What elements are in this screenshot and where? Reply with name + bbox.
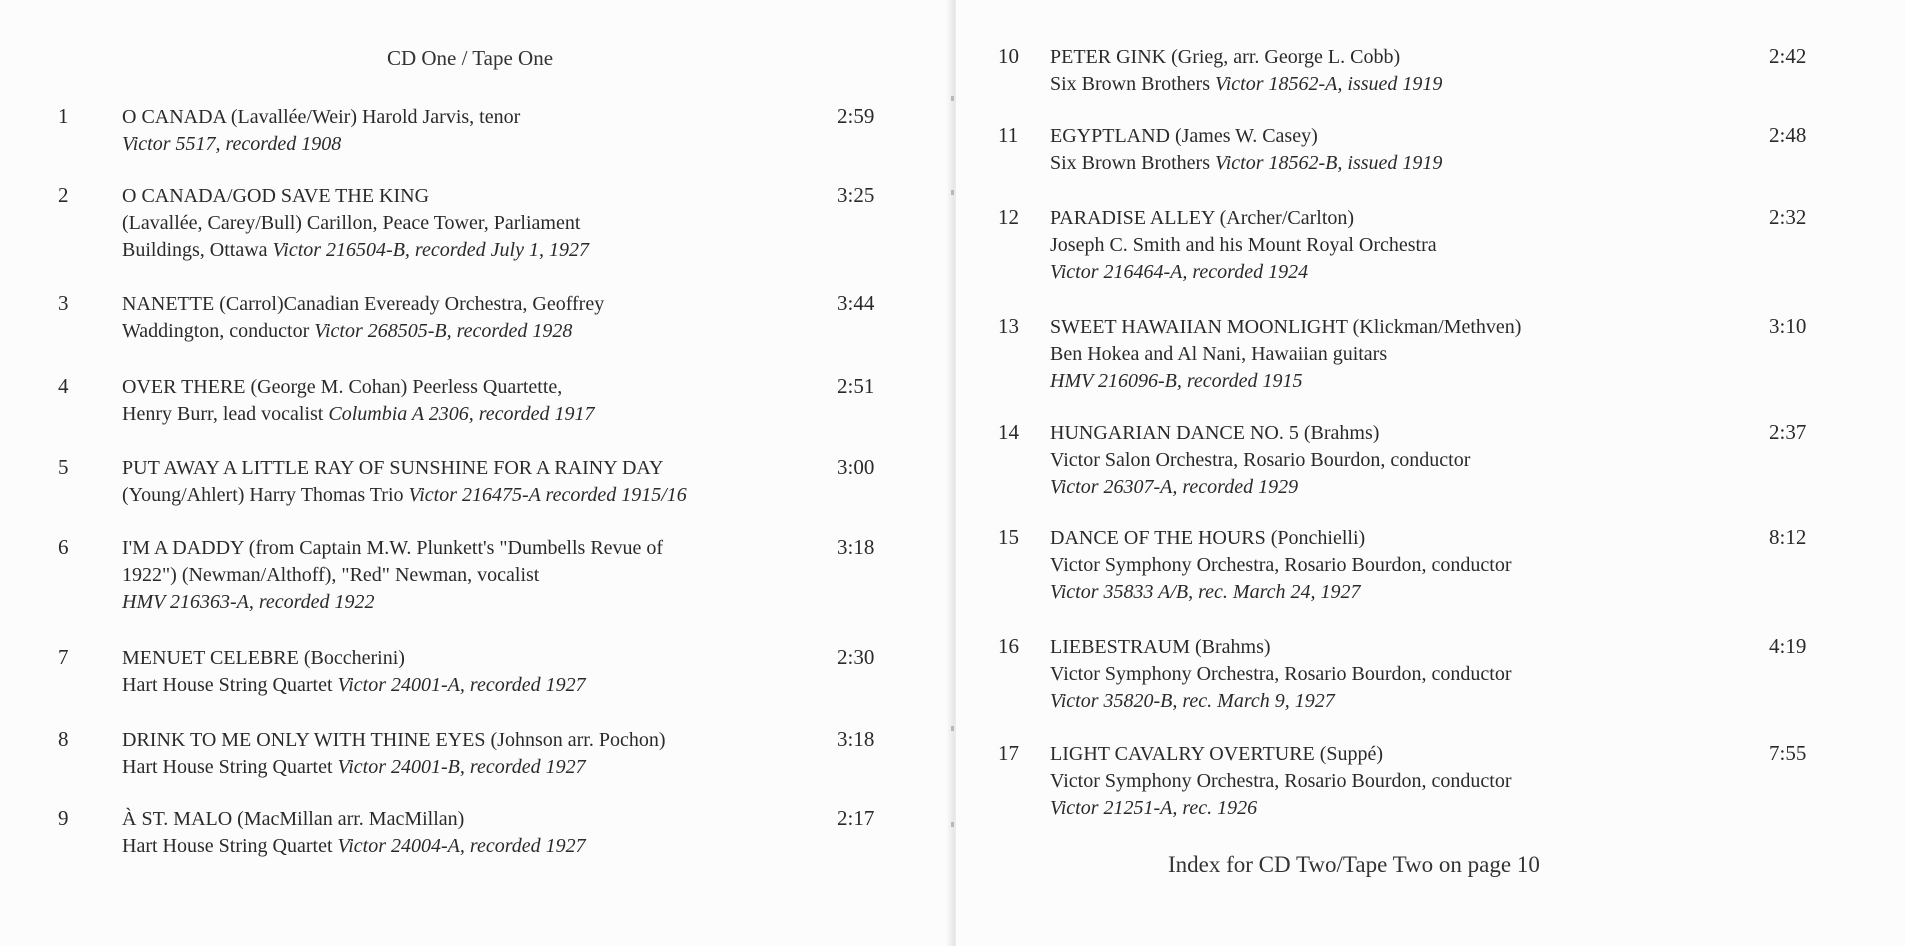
track-number: 4 xyxy=(58,374,69,398)
track-line xyxy=(122,672,812,699)
track-text: EGYPTLAND (James W. Casey) xyxy=(1050,125,1318,147)
track-duration: 3:10 xyxy=(1769,314,1807,338)
recording-info: Victor 35820-B, rec. March 9, 1927 xyxy=(1050,690,1335,712)
fold-mark xyxy=(951,822,954,827)
track-text: DRINK TO ME ONLY WITH THINE EYES (Johnson arr. Pochon) xyxy=(122,729,666,751)
track-number: 14 xyxy=(998,420,1019,444)
track-details xyxy=(122,104,812,158)
track-text: Six Brown Brothers xyxy=(1050,152,1215,174)
track-duration: 2:42 xyxy=(1769,44,1807,68)
recording-info: Victor 35833 A/B, rec. March 24, 1927 xyxy=(1050,581,1361,603)
track-line xyxy=(122,318,812,345)
track-line xyxy=(1050,71,1650,98)
track-text: HUNGARIAN DANCE NO. 5 (Brahms) xyxy=(1050,422,1380,444)
track-line xyxy=(122,183,812,210)
track-line xyxy=(1050,123,1650,150)
track-duration: 3:25 xyxy=(837,183,875,207)
track-details xyxy=(122,645,812,699)
track-number: 2 xyxy=(58,183,69,207)
track-text: Victor Salon Orchestra, Rosario Bourdon, conductor xyxy=(1050,449,1471,471)
track-line xyxy=(1050,795,1650,822)
track-line xyxy=(1050,579,1650,606)
track-text: À ST. MALO (MacMillan arr. MacMillan) xyxy=(122,808,465,830)
track-details xyxy=(1050,634,1650,715)
track-line xyxy=(1050,368,1650,395)
track-details xyxy=(1050,314,1650,395)
track-line xyxy=(122,104,812,131)
track-duration: 2:30 xyxy=(837,645,875,669)
track-number: 13 xyxy=(998,314,1019,338)
track-details xyxy=(122,806,812,860)
track-details xyxy=(1050,741,1650,822)
track-number: 5 xyxy=(58,455,69,479)
fold-mark xyxy=(951,726,954,731)
track-details xyxy=(122,727,812,781)
track-duration: 2:48 xyxy=(1769,123,1807,147)
track-duration: 2:32 xyxy=(1769,205,1807,229)
recording-info: Victor 26307-A, recorded 1929 xyxy=(1050,476,1299,498)
track-details xyxy=(1050,525,1650,606)
track-line xyxy=(1050,341,1650,368)
track-line xyxy=(122,833,812,860)
track-duration: 2:59 xyxy=(837,104,875,128)
track-line xyxy=(1050,768,1650,795)
track-duration: 2:51 xyxy=(837,374,875,398)
track-text: PARADISE ALLEY (Archer/Carlton) xyxy=(1050,207,1355,229)
track-text: LIEBESTRAUM (Brahms) xyxy=(1050,636,1271,658)
track-text: Hart House String Quartet xyxy=(122,674,338,696)
track-details xyxy=(122,455,812,509)
track-duration: 4:19 xyxy=(1769,634,1807,658)
track-details xyxy=(122,535,812,616)
track-line xyxy=(1050,474,1650,501)
track-line xyxy=(122,237,812,264)
track-line xyxy=(1050,661,1650,688)
track-line xyxy=(122,131,812,158)
track-duration: 8:12 xyxy=(1769,525,1807,549)
track-duration: 3:18 xyxy=(837,535,875,559)
recording-info: Columbia A 2306, recorded 1917 xyxy=(328,403,595,425)
track-text: Victor Symphony Orchestra, Rosario Bourdon, conductor xyxy=(1050,554,1512,576)
recording-info: HMV 216363-A, recorded 1922 xyxy=(122,591,375,613)
track-line xyxy=(122,482,812,509)
track-text: Victor Symphony Orchestra, Rosario Bourdon, conductor xyxy=(1050,770,1512,792)
track-number: 11 xyxy=(998,123,1019,147)
track-line xyxy=(122,374,812,401)
track-text: Hart House String Quartet xyxy=(122,835,338,857)
track-details xyxy=(1050,123,1650,177)
track-number: 16 xyxy=(998,634,1019,658)
page-footer-note: Index for CD Two/Tape Two on page 10 xyxy=(1168,852,1540,877)
page-heading: CD One / Tape One xyxy=(386,46,554,70)
track-line xyxy=(1050,688,1650,715)
track-details xyxy=(1050,420,1650,501)
track-line xyxy=(122,535,812,562)
track-line xyxy=(122,806,812,833)
track-line xyxy=(1050,259,1650,286)
track-details xyxy=(122,374,812,428)
track-line xyxy=(122,401,812,428)
fold-mark xyxy=(951,190,954,195)
track-line xyxy=(1050,741,1650,768)
track-line xyxy=(1050,205,1650,232)
track-line xyxy=(1050,447,1650,474)
track-text: O CANADA/GOD SAVE THE KING xyxy=(122,185,430,207)
track-text: SWEET HAWAIIAN MOONLIGHT (Klickman/Methven) xyxy=(1050,316,1522,338)
track-text: Henry Burr, lead vocalist xyxy=(122,403,329,425)
track-line xyxy=(122,210,812,237)
recording-info: Victor 24001-A, recorded 1927 xyxy=(337,674,586,696)
track-duration: 3:44 xyxy=(837,291,875,315)
track-duration: 2:37 xyxy=(1769,420,1807,444)
track-duration: 2:17 xyxy=(837,806,875,830)
recording-info: Victor 268505-B, recorded 1928 xyxy=(314,320,573,342)
track-text: O CANADA (Lavallée/Weir) Harold Jarvis, tenor xyxy=(122,106,521,128)
track-line xyxy=(1050,150,1650,177)
track-line xyxy=(1050,420,1650,447)
track-line xyxy=(122,455,812,482)
track-line xyxy=(122,291,812,318)
track-text: Victor Symphony Orchestra, Rosario Bourdon, conductor xyxy=(1050,663,1512,685)
track-number: 1 xyxy=(58,104,69,128)
track-text: Joseph C. Smith and his Mount Royal Orchestra xyxy=(1050,234,1437,256)
track-text: LIGHT CAVALRY OVERTURE (Suppé) xyxy=(1050,743,1384,765)
fold-mark xyxy=(951,96,954,101)
recording-info: Victor 24004-A, recorded 1927 xyxy=(337,835,586,857)
track-line xyxy=(122,727,812,754)
track-line xyxy=(1050,525,1650,552)
track-number: 15 xyxy=(998,525,1019,549)
right-page xyxy=(956,0,1905,946)
track-line xyxy=(122,754,812,781)
recording-info: Victor 216504-B, recorded July 1, 1927 xyxy=(272,239,589,261)
track-duration: 3:00 xyxy=(837,455,875,479)
track-number: 7 xyxy=(58,645,69,669)
recording-info: HMV 216096-B, recorded 1915 xyxy=(1050,370,1303,392)
track-text: Hart House String Quartet xyxy=(122,756,338,778)
recording-info: Victor 24001-B, recorded 1927 xyxy=(337,756,586,778)
track-text: (Young/Ahlert) Harry Thomas Trio xyxy=(122,484,409,506)
recording-info: Victor 21251-A, rec. 1926 xyxy=(1050,797,1258,819)
recording-info: Victor 5517, recorded 1908 xyxy=(122,133,342,155)
track-number: 17 xyxy=(998,741,1019,765)
track-line xyxy=(1050,314,1650,341)
track-details xyxy=(1050,44,1650,98)
track-line xyxy=(1050,232,1650,259)
track-details xyxy=(122,291,812,345)
track-text: Waddington, conductor xyxy=(122,320,315,342)
track-text: Six Brown Brothers xyxy=(1050,73,1215,95)
track-details xyxy=(1050,205,1650,286)
track-line xyxy=(122,589,812,616)
track-number: 9 xyxy=(58,806,69,830)
track-text: Ben Hokea and Al Nani, Hawaiian guitars xyxy=(1050,343,1388,365)
track-text: MENUET CELEBRE (Boccherini) xyxy=(122,647,405,669)
track-text: I'M A DADDY (from Captain M.W. Plunkett's "Dumbells Revue of xyxy=(122,537,664,559)
track-number: 3 xyxy=(58,291,69,315)
track-duration: 7:55 xyxy=(1769,741,1807,765)
track-line xyxy=(122,562,812,589)
recording-info: Victor 18562-B, issued 1919 xyxy=(1215,152,1443,174)
track-text: OVER THERE (George M. Cohan) Peerless Quartette, xyxy=(122,376,563,398)
track-text: PETER GINK (Grieg, arr. George L. Cobb) xyxy=(1050,46,1401,68)
track-line xyxy=(122,645,812,672)
track-line xyxy=(1050,634,1650,661)
track-number: 8 xyxy=(58,727,69,751)
track-line xyxy=(1050,44,1650,71)
track-text: (Lavallée, Carey/Bull) Carillon, Peace Tower, Parliament xyxy=(122,212,581,234)
recording-info: Victor 216475-A recorded 1915/16 xyxy=(408,484,687,506)
track-duration: 3:18 xyxy=(837,727,875,751)
track-text: NANETTE (Carrol)Canadian Eveready Orchestra, Geoffrey xyxy=(122,293,605,315)
left-page xyxy=(0,0,950,946)
track-number: 12 xyxy=(998,205,1019,229)
recording-info: Victor 18562-A, issued 1919 xyxy=(1215,73,1443,95)
track-details xyxy=(122,183,812,264)
track-text: 1922") (Newman/Althoff), "Red" Newman, vocalist xyxy=(122,564,540,586)
track-line xyxy=(1050,552,1650,579)
track-text: DANCE OF THE HOURS (Ponchielli) xyxy=(1050,527,1366,549)
track-text: Buildings, Ottawa xyxy=(122,239,273,261)
track-number: 10 xyxy=(998,44,1019,68)
recording-info: Victor 216464-A, recorded 1924 xyxy=(1050,261,1309,283)
track-number: 6 xyxy=(58,535,69,559)
track-text: PUT AWAY A LITTLE RAY OF SUNSHINE FOR A RAINY DAY xyxy=(122,457,664,479)
